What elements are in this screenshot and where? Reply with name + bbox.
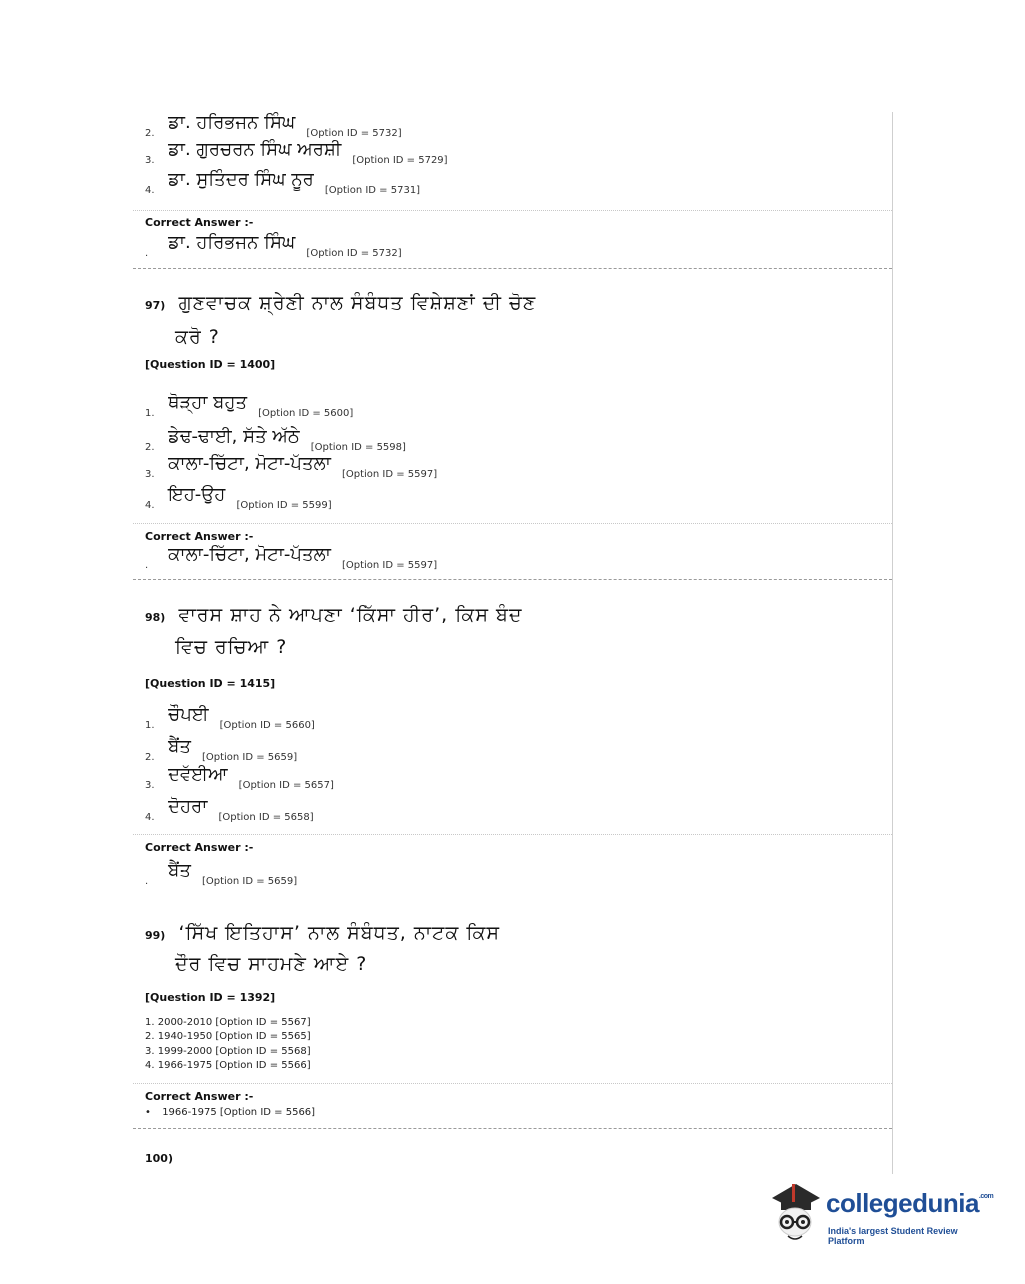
- question-separator: [133, 1128, 892, 1129]
- option-number: 2.: [145, 442, 155, 453]
- question-separator: [133, 579, 892, 580]
- option-id: [Option ID = 5657]: [238, 780, 334, 791]
- option-q96-4[interactable]: [145, 169, 421, 198]
- option-text: ਇਹ-ਉਹ: [168, 484, 226, 505]
- option-q97-4[interactable]: [145, 484, 332, 513]
- option-number: 2.: [145, 752, 155, 763]
- bullet: .: [145, 876, 149, 887]
- option-id: [Option ID = 5599]: [236, 500, 332, 511]
- divider: [133, 1083, 892, 1084]
- logo-wordmark: [826, 1188, 993, 1219]
- option-q99-4[interactable]: 4. 1966-1975 [Option ID = 5566]: [145, 1060, 311, 1071]
- option-q99-1[interactable]: 1. 2000-2010 [Option ID = 5567]: [145, 1017, 311, 1028]
- question-separator: [133, 268, 892, 269]
- question-100-number: 100): [145, 1152, 173, 1165]
- question-number: 97): [145, 299, 166, 312]
- question-text-line2: ਵਿਚ ਰਚਿਆ ?: [175, 636, 288, 658]
- correct-answer-label: Correct Answer :-: [145, 1090, 254, 1103]
- bullet: •: [145, 1107, 151, 1118]
- question-id: [Question ID = 1392]: [145, 991, 276, 1004]
- option-q97-1[interactable]: [145, 392, 354, 421]
- logo-tagline: India's largest Student Review Platform: [828, 1226, 958, 1246]
- correct-answer-q99: [145, 1107, 315, 1118]
- option-number: 3.: [145, 469, 155, 480]
- option-number: 4.: [145, 185, 155, 196]
- question-id: [Question ID = 1415]: [145, 677, 276, 690]
- question-97-line2: [175, 326, 220, 348]
- option-text: ਚੌਪਈ: [168, 704, 209, 725]
- option-id: [Option ID = 5732]: [306, 248, 402, 259]
- option-id: [Option ID = 5597]: [341, 469, 438, 480]
- option-id: [Option ID = 5732]: [306, 128, 402, 139]
- question-99: [145, 922, 500, 944]
- option-number: 4.: [145, 812, 155, 823]
- option-number: 1.: [145, 720, 155, 731]
- option-id: [Option ID = 5659]: [201, 876, 298, 887]
- correct-answer-label: Correct Answer :-: [145, 841, 254, 854]
- option-number: 4.: [145, 500, 155, 511]
- answer-text: ਕਾਲਾ-ਚਿੱਟਾ, ਮੋਟਾ-ਪੱਤਲਾ: [168, 544, 331, 565]
- option-q97-2[interactable]: [145, 426, 406, 455]
- option-text: ਦੋਹਰਾ: [168, 796, 208, 817]
- question-99-line2: [175, 953, 367, 975]
- option-text: ਬੈਂਤ: [168, 736, 191, 757]
- correct-answer-q98: [145, 860, 298, 889]
- option-id: [Option ID = 5731]: [324, 185, 421, 196]
- bullet: .: [145, 248, 149, 259]
- divider: [133, 834, 892, 835]
- option-number: 1.: [145, 408, 155, 419]
- mascot-icon: [766, 1178, 824, 1246]
- option-text: ਡਾ. ਗੁਰਚਰਨ ਸਿੰਘ ਅਰਸ਼ੀ: [168, 139, 342, 160]
- option-q98-2[interactable]: [145, 736, 298, 765]
- answer-text: ਬੈਂਤ: [168, 860, 191, 881]
- question-text-line1: ‘ਸਿੱਖ ਇਤਿਹਾਸ’ ਨਾਲ ਸੰਬੰਧਤ, ਨਾਟਕ ਕਿਸ: [178, 922, 501, 944]
- answer-text: 1966-1975 [Option ID = 5566]: [162, 1107, 316, 1118]
- answer-text: ਡਾ. ਹਰਿਭਜਨ ਸਿੰਘ: [168, 232, 296, 253]
- question-id: [Question ID = 1400]: [145, 358, 276, 371]
- option-id: [Option ID = 5600]: [258, 408, 354, 419]
- option-number: 3.: [145, 780, 155, 791]
- question-98-line2: [175, 636, 287, 658]
- divider: [133, 210, 892, 211]
- question-text-line2: ਕਰੋ ?: [175, 326, 220, 348]
- correct-answer-q96: [145, 232, 402, 261]
- logo-tld: .com: [978, 1193, 994, 1200]
- option-number: 3.: [145, 155, 155, 166]
- correct-answer-label: Correct Answer :-: [145, 530, 254, 543]
- bullet: .: [145, 560, 149, 571]
- option-q99-2[interactable]: 2. 1940-1950 [Option ID = 5565]: [145, 1031, 311, 1042]
- option-id: [Option ID = 5598]: [310, 442, 406, 453]
- option-q96-3[interactable]: [145, 139, 448, 168]
- question-97: [145, 292, 536, 314]
- divider: [133, 523, 892, 524]
- option-id: [Option ID = 5729]: [352, 155, 448, 166]
- option-text: ਡਾ. ਸੁਤਿੰਦਰ ਸਿੰਘ ਨੂਰ: [168, 169, 314, 190]
- option-number: 2.: [145, 128, 155, 139]
- option-text: ਦਵੱਈਆ: [168, 764, 228, 785]
- option-id: [Option ID = 5597]: [341, 560, 438, 571]
- option-text: ਥੋੜ੍ਹਾ ਬਹੁਤ: [168, 392, 247, 413]
- option-q98-4[interactable]: [145, 796, 314, 825]
- correct-answer-label: Correct Answer :-: [145, 216, 254, 229]
- option-id: [Option ID = 5660]: [219, 720, 315, 731]
- option-id: [Option ID = 5658]: [218, 812, 314, 823]
- question-number: 99): [145, 929, 166, 942]
- option-q99-3[interactable]: 3. 1999-2000 [Option ID = 5568]: [145, 1046, 311, 1057]
- option-text: ਡਾ. ਹਰਿਭਜਨ ਸਿੰਘ: [168, 112, 296, 133]
- correct-answer-q97: [145, 544, 438, 573]
- option-q97-3[interactable]: [145, 453, 438, 482]
- option-q96-2[interactable]: [145, 112, 402, 141]
- logo-title: collegedunia: [826, 1188, 979, 1218]
- option-text: ਡੇਢ-ਢਾਈ, ਸੱਤੇ ਅੱਠੇ: [168, 426, 300, 447]
- question-text-line1: ਗੁਣਵਾਚਕ ਸ਼੍ਰੇਣੀ ਨਾਲ ਸੰਬੰਧਤ ਵਿਸ਼ੇਸ਼ਣਾਂ ਦੀ ਚੋਣ: [178, 292, 537, 314]
- question-text-line2: ਦੌਰ ਵਿਚ ਸਾਹਮਣੇ ਆਏ ?: [175, 953, 368, 975]
- option-q98-3[interactable]: [145, 764, 334, 793]
- option-id: [Option ID = 5659]: [201, 752, 298, 763]
- question-98: [145, 604, 522, 626]
- question-number: 98): [145, 611, 166, 624]
- collegedunia-logo: [766, 1178, 996, 1248]
- option-text: ਕਾਲਾ-ਚਿੱਟਾ, ਮੋਟਾ-ਪੱਤਲਾ: [168, 453, 331, 474]
- option-q98-1[interactable]: [145, 704, 315, 733]
- question-text-line1: ਵਾਰਸ ਸ਼ਾਹ ਨੇ ਆਪਣਾ ‘ਕਿੱਸਾ ਹੀਰ’, ਕਿਸ ਬੰਦ: [178, 604, 523, 626]
